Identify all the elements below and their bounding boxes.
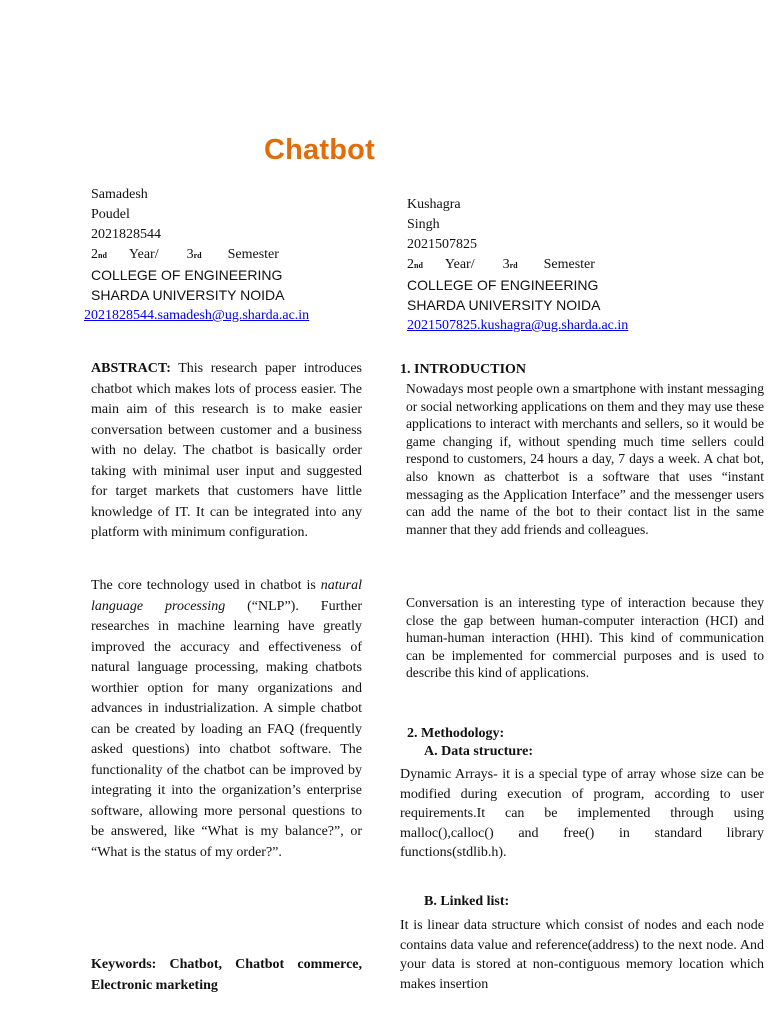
author2-university: SHARDA UNIVERSITY NOIDA	[407, 297, 601, 313]
introduction-heading: 1. INTRODUCTION	[400, 362, 527, 377]
author1-email-link[interactable]: 2021828544.samadesh@ug.sharda.ac.in	[84, 308, 310, 323]
author1-sem-num: 3	[186, 247, 194, 262]
paper-title: Chatbot	[264, 134, 375, 166]
methodology-heading: 2. Methodology:	[407, 726, 505, 741]
core-technology-paragraph	[91, 576, 362, 863]
author1-year-semester: 2 nd Year/ 3 rd Semester	[91, 245, 351, 265]
author2-year-semester: 2 nd Year/ 3 rd Semester	[407, 255, 667, 275]
data-structure-heading: A. Data structure:	[424, 744, 533, 759]
linked-list-heading: B. Linked list:	[424, 894, 510, 909]
core-text-after: (“NLP”). Further researches in machine learning have greatly improved the accuracy and effectiveness of natural language processing, making chatbots worthier option for many organizations and advances in industrialization. A simple chatbot can be created by loading an FAQ (frequently asked questions) into chatbot software. The functionality of the chatbot can be improved by integrating it into the organization’s enterprise software, allowing more personal questions to be answered, like “What is my balance?”, or “What is the status of my order?”.	[91, 598, 363, 860]
core-text-before: The core technology used in chatbot is	[91, 578, 321, 593]
author1-college: COLLEGE OF ENGINEERING	[91, 267, 283, 283]
author2-year-word: Year/	[444, 257, 475, 272]
author1-year-num: 2	[91, 247, 98, 262]
author2-id: 2021507825	[407, 237, 477, 252]
author1-university: SHARDA UNIVERSITY NOIDA	[91, 287, 285, 303]
abstract-text: This research paper introduces chatbot which makes lots of process easier. The main aim of this research is to make easier conversation between customer and a business with no delay. The chatbot is basically order taking with minimal user input and suggested for target markets that customers have little knowledge of IT. It can be integrated into any platform with minimum configuration.	[91, 361, 362, 540]
abstract-label: ABSTRACT:	[91, 361, 171, 376]
dynamic-arrays-paragraph: Dynamic Arrays- it is a special type of array whose size can be modified during execution of program, according to user requirements.It can be implemented through using malloc(),calloc() and free() in standard library functions(stdlib.h).	[400, 767, 764, 860]
author2-sem-word: Semester	[543, 257, 595, 272]
author2-year-num: 2	[407, 257, 414, 272]
author1-sem-word: Semester	[227, 247, 279, 262]
introduction-paragraph-2: Conversation is an interesting type of interaction because they close the gap between human-computer interaction (HCI) and human-human interaction (HHI). This kind of communication can be implemented for commercial purposes and is used to describe this kind of applications.	[406, 595, 764, 681]
author1-id: 2021828544	[91, 227, 161, 242]
author2-college: COLLEGE OF ENGINEERING	[407, 277, 599, 293]
author-block-1	[91, 185, 351, 305]
author1-year-word: Year/	[128, 247, 159, 262]
author2-first-name: Kushagra	[407, 197, 461, 212]
author2-last-name: Singh	[407, 217, 440, 232]
introduction-paragraph-1: Nowadays most people own a smartphone with instant messaging or social networking applications on them and they may use these applications to interact with merchants and sellers, so it would be game changing if, without spending much time sellers could respond to customers, 24 hours a day, 7 days a week. A chat bot, also known as chatterbot is a software that uses “instant messaging as the Application Interface” and the messenger users can add the name of the bot to their contact list in the same manner that they add friends and colleagues.	[406, 381, 764, 537]
author1-first-name: Samadesh	[91, 187, 148, 202]
author-block-2	[407, 195, 667, 315]
author2-sem-num: 3	[502, 257, 510, 272]
core-italic-nlp: natural language processing	[91, 578, 362, 614]
keywords: Keywords: Chatbot, Chatbot commerce, Electronic marketing	[91, 957, 362, 993]
author1-last-name: Poudel	[91, 207, 130, 222]
linked-list-paragraph: It is linear data structure which consist of nodes and each node contains data value and reference(address) to the next node. And your data is stored at non-contiguous memory location which makes insertion	[400, 918, 764, 992]
author2-email-link[interactable]: 2021507825.kushagra@ug.sharda.ac.in	[407, 318, 629, 333]
abstract-paragraph	[91, 359, 362, 544]
